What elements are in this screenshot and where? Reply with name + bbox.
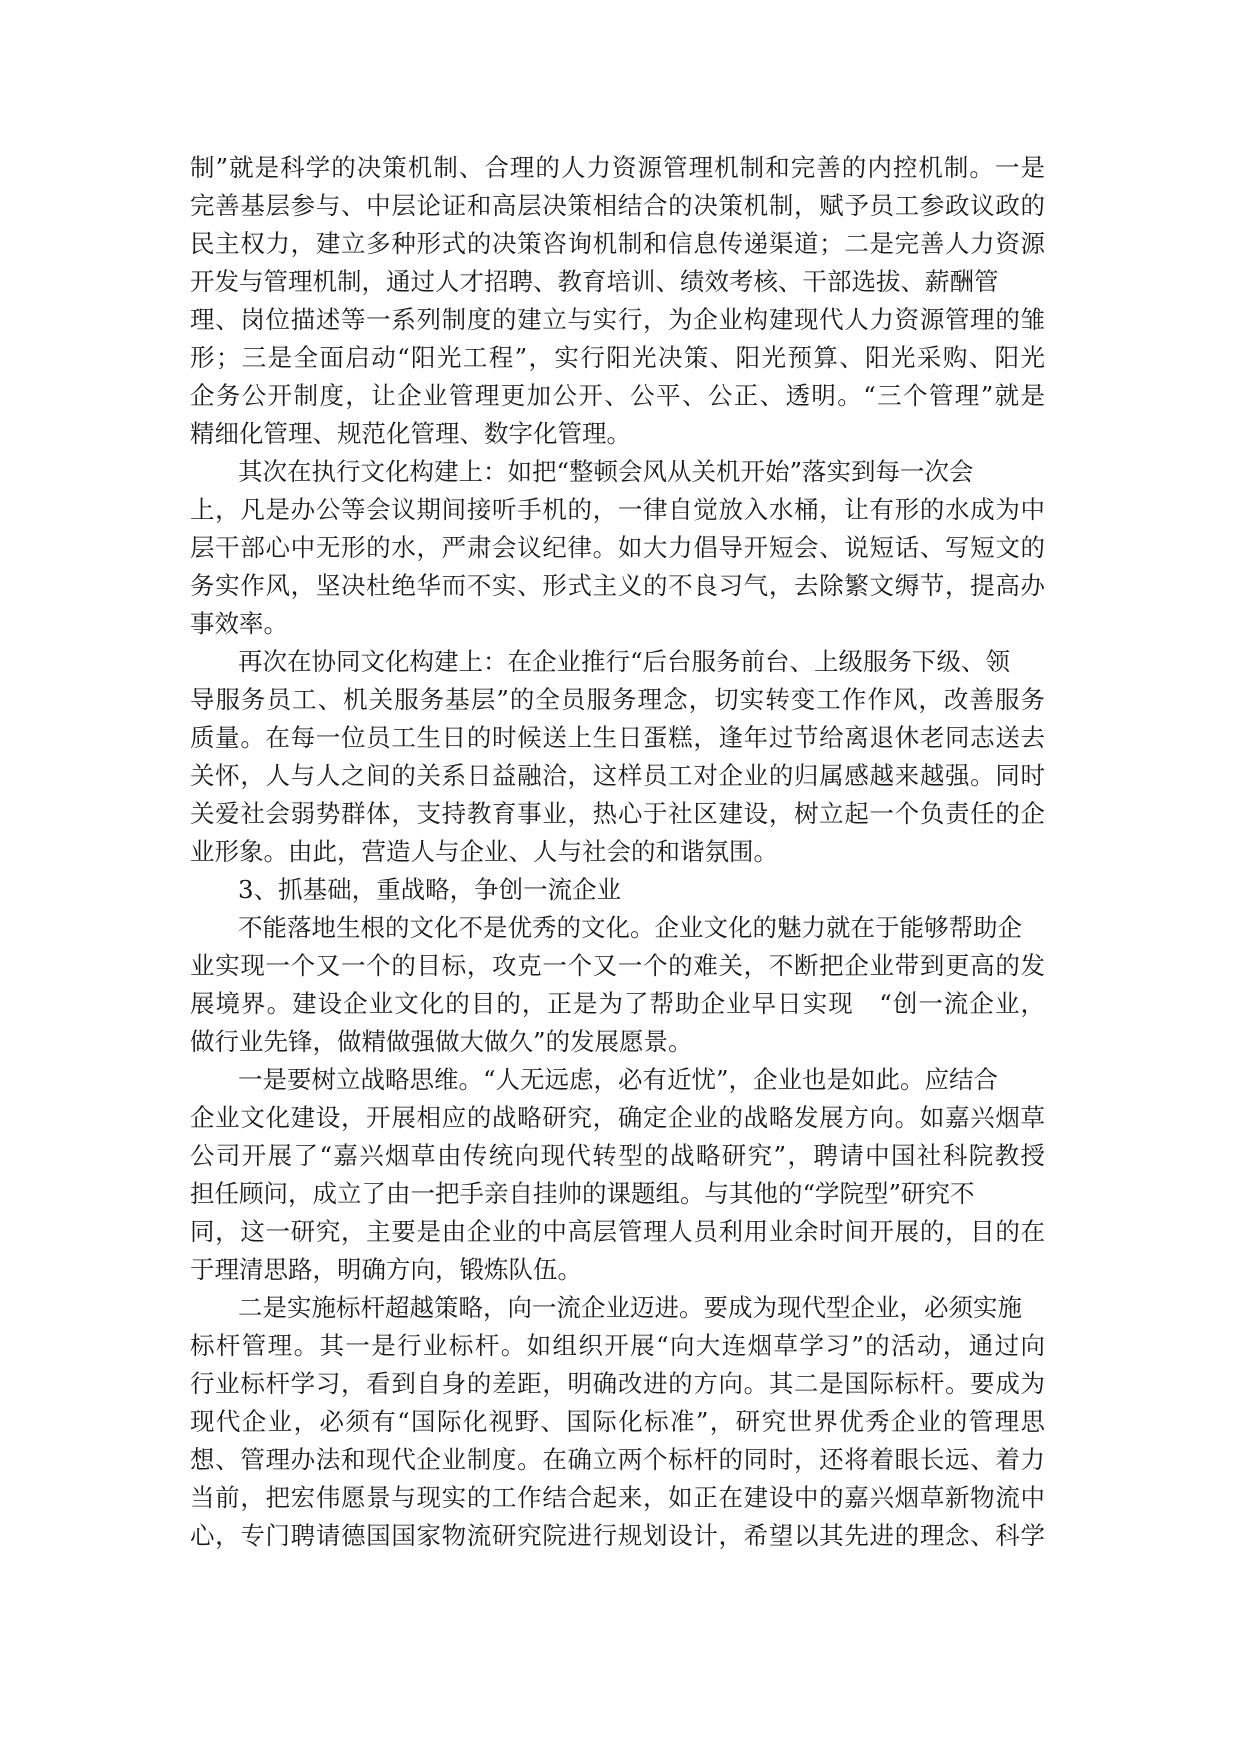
text-line: 做行业先锋，做精做强做大做久”的发展愿景。 [190, 1027, 693, 1056]
paragraph-first-line: 二是实施标杆超越策略，向一流企业迈进。要成为现代型企业，必须实施 [238, 1293, 1022, 1322]
text-line: 想、管理办法和现代企业制度。在确立两个标杆的同时，还将着眼长远、着力 [190, 1445, 1045, 1474]
paragraph-first-line: 不能落地生根的文化不是优秀的文化。企业文化的魅力就在于能够帮助企 [238, 913, 1022, 942]
paragraph-first-line: 一是要树立战略思维。“人无远虑，必有近忧”，企业也是如此。应结合 [238, 1065, 999, 1094]
text-line: 业形象。由此，营造人与企业、人与社会的和谐氛围。 [190, 837, 778, 866]
text-line: 完善基层参与、中层论证和高层决策相结合的决策机制，赋予员工参政议政的 [190, 191, 1045, 220]
text-line: 展境界。建设企业文化的目的，正是为了帮助企业早日实现 “创一流企业， [190, 989, 1045, 1018]
text-line: 理、岗位描述等一系列制度的建立与实行，为企业构建现代人力资源管理的雏 [190, 305, 1045, 334]
text-line: 当前，把宏伟愿景与现实的工作结合起来，如正在建设中的嘉兴烟草新物流中 [190, 1483, 1045, 1512]
paragraph-first-line: 再次在协同文化构建上：在企业推行“后台服务前台、上级服务下级、领 [238, 647, 1011, 676]
text-line: 关爱社会弱势群体，支持教育事业，热心于社区建设，树立起一个负责任的企 [190, 799, 1045, 828]
text-line: 企务公开制度，让企业管理更加公开、公平、公正、透明。“三个管理”就是 [190, 381, 1045, 410]
text-line: 形；三是全面启动“阳光工程”，实行阳光决策、阳光预算、阳光采购、阳光 [190, 343, 1045, 372]
text-line: 精细化管理、规范化管理、数字化管理。 [190, 419, 631, 448]
text-line: 导服务员工、机关服务基层”的全员服务理念，切实转变工作作风，改善服务 [190, 685, 1045, 714]
text-line: 现代企业，必须有“国际化视野、国际化标准”，研究世界优秀企业的管理思 [190, 1407, 1045, 1436]
section-heading: 3、抓基础，重战略，争创一流企业 [238, 875, 622, 904]
text-line: 担任顾问，成立了由一把手亲自挂帅的课题组。与其他的“学院型”研究不 [190, 1179, 975, 1208]
text-line: 于理清思路，明确方向，锻炼队伍。 [190, 1255, 582, 1284]
text-line: 关怀，人与人之间的关系日益融洽，这样员工对企业的归属感越来越强。同时 [190, 761, 1045, 790]
text-line: 上，凡是办公等会议期间接听手机的，一律自觉放入水桶，让有形的水成为中 [190, 495, 1045, 524]
text-line: 务实作风，坚决杜绝华而不实、形式主义的不良习气，去除繁文缛节，提高办 [190, 571, 1045, 600]
text-line: 层干部心中无形的水，严肃会议纪律。如大力倡导开短会、说短话、写短文的 [190, 533, 1045, 562]
text-line: 行业标杆学习，看到自身的差距，明确改进的方向。其二是国际标杆。要成为 [190, 1369, 1045, 1398]
text-line: 事效率。 [190, 609, 288, 638]
paragraph-first-line: 其次在执行文化构建上：如把“整顿会风从关机开始”落实到每一次会 [238, 457, 974, 486]
text-line: 同，这一研究，主要是由企业的中高层管理人员利用业余时间开展的，目的在 [190, 1217, 1045, 1246]
text-line: 开发与管理机制，通过人才招聘、教育培训、绩效考核、干部选拔、薪酬管 [190, 267, 999, 296]
text-line: 企业文化建设，开展相应的战略研究，确定企业的战略发展方向。如嘉兴烟草 [190, 1103, 1045, 1132]
text-line: 标杆管理。其一是行业标杆。如组织开展“向大连烟草学习”的活动，通过向 [190, 1331, 1045, 1360]
text-line: 制”就是科学的决策机制、合理的人力资源管理机制和完善的内控机制。一是 [190, 153, 1045, 182]
text-line: 心，专门聘请德国国家物流研究院进行规划设计，希望以其先进的理念、科学 [190, 1521, 1045, 1550]
text-line: 公司开展了“嘉兴烟草由传统向现代转型的战略研究”，聘请中国社科院教授 [190, 1141, 1045, 1170]
text-line: 民主权力，建立多种形式的决策咨询机制和信息传递渠道；二是完善人力资源 [190, 229, 1045, 258]
text-line: 质量。在每一位员工生日的时候送上生日蛋糕，逢年过节给离退休老同志送去 [190, 723, 1045, 752]
text-line: 业实现一个又一个的目标，攻克一个又一个的难关，不断把企业带到更高的发 [190, 951, 1045, 980]
